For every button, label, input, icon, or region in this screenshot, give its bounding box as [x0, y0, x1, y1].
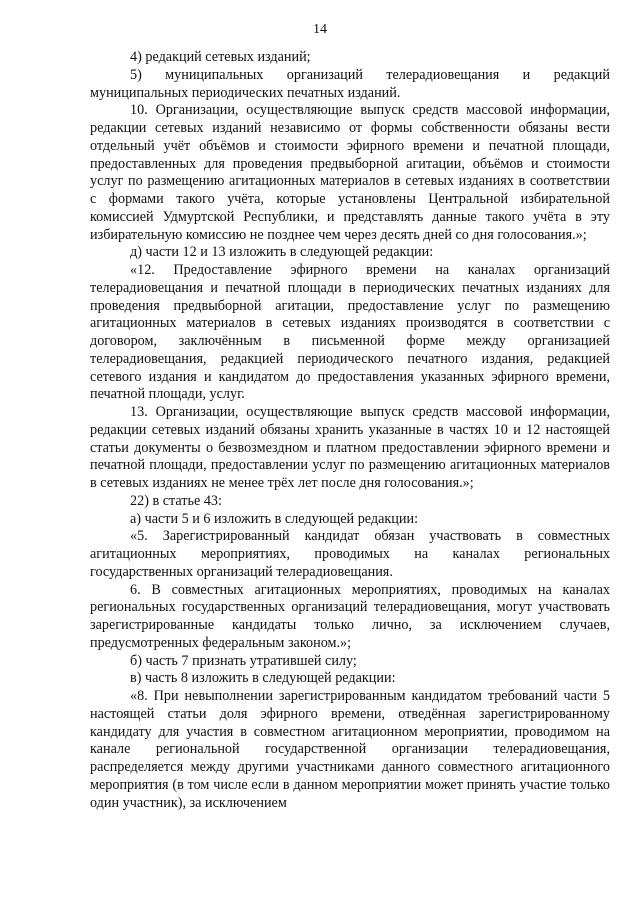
paragraph-part-13: 13. Организации, осуществляющие выпуск средств массовой информации, редакции сетевых изданий обязаны хранить указанные в частях 10 и 12 настоящей статьи документы о безвозмездном и платном предоставлении эфирного времени и печатной площади, предоставлении услуг по размещению агитационных материалов в сетевых изданиях не менее трёх лет после дня голосования.»; [90, 404, 610, 491]
paragraph-part-10: 10. Организации, осуществляющие выпуск средств массовой информации, редакции сетевых изданий независимо от формы собственности обязаны вести отдельный учёт объёмов и стоимости эфирного времени и печатной площади, предоставленных для проведения предвыборной агитации, объёмов и стоимости услуг по размещению агитационных материалов в сетевых изданиях в соответствии с формами такого учёта, которые установлены Центральной избирательной комиссией Удмуртской Республики, и представлять данные такого учёта в эту избирательную комиссию не позднее чем через десять дней со дня голосования.»; [90, 102, 610, 243]
paragraph-amendment-b: б) часть 7 признать утратившей силу; [130, 652, 357, 669]
paragraph-item-5: 5) муниципальных организаций телерадиовещания и редакций муниципальных периодических печатных изданий. [90, 66, 610, 101]
paragraph-amendment-v: в) часть 8 изложить в следующей редакции: [130, 670, 396, 687]
paragraph-part-6: 6. В совместных агитационных мероприятиях, проводимых на каналах региональных государственных организаций телерадиовещания, могут участвовать зарегистрированные кандидаты только лично, за исключением случаев, предусмотренных федеральным законом.»; [90, 581, 610, 651]
page-number: 14 [313, 22, 327, 37]
paragraph-part-5: «5. Зарегистрированный кандидат обязан участвовать в совместных агитационных мероприятиях, проводимых на каналах региональных государственных организаций телерадиовещания. [90, 528, 610, 580]
paragraph-item-4: 4) редакций сетевых изданий; [130, 49, 311, 65]
paragraph-amendment-a: а) части 5 и 6 изложить в следующей редакции: [130, 510, 419, 527]
document-body [90, 49, 610, 812]
paragraph-part-12: «12. Предоставление эфирного времени на каналах организаций телерадиовещания и печатной площади в периодических печатных изданиях для проведения предвыборной агитации, предоставление услуг по размещению агитационных материалов в сетевых изданиях производятся в соответствии с договором, заключённым в письменной форме между организацией телерадиовещания, редакцией периодического печатного издания, редакцией сетевого издания и кандидатом до предоставления указанных эфирного времени, печатной площади, услуг. [90, 262, 610, 403]
paragraph-amendment-d: д) части 12 и 13 изложить в следующей редакции: [130, 244, 434, 261]
paragraph-item-22: 22) в статье 43: [130, 492, 222, 509]
paragraph-part-8: «8. При невыполнении зарегистрированным кандидатом требований части 5 настоящей статьи доля эфирного времени, отведённая зарегистрированному кандидату для участия в совместном агитационном мероприятии, проводимом на канале региональной государственной организации телерадиовещания, распределяется между другими участниками данного совместного агитационного мероприятия (в том числе если в данном мероприятии может принять участие только один участник), за исключением [90, 688, 610, 811]
